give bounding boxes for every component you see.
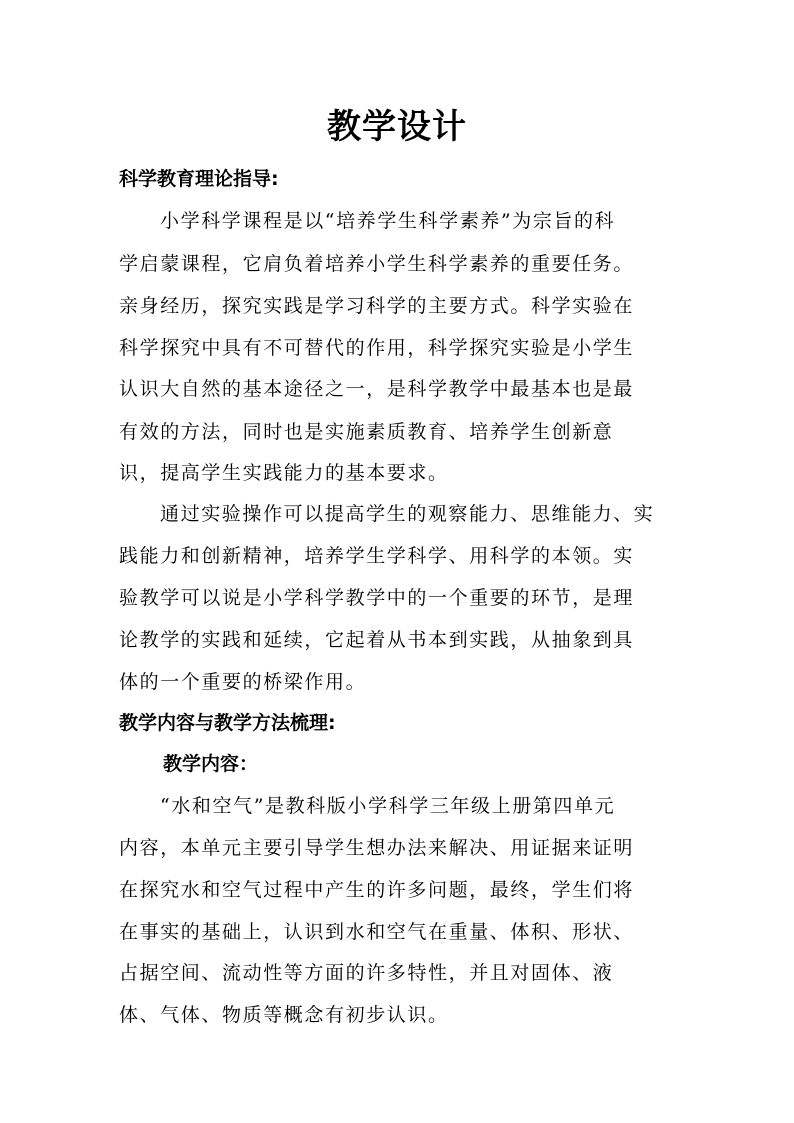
paragraph-line: 验教学可以说是小学科学教学中的一个重要的环节，是理: [119, 587, 635, 609]
paragraph-line: 小学科学课程是以“培养学生科学素养”为宗旨的科: [160, 210, 616, 232]
paragraph-line: 在探究水和空气过程中产生的许多问题，最终，学生们将: [119, 879, 635, 901]
page-title: 教学设计: [327, 107, 467, 147]
paragraph-line: 认识大自然的基本途径之一，是科学教学中最基本也是最: [119, 378, 635, 400]
paragraph-line: 学启蒙课程，它肩负着培养小学生科学素养的重要任务。: [119, 253, 635, 275]
subheading-teaching-content: 教学内容：: [163, 753, 259, 775]
paragraph-line: 识，提高学生实践能力的基本要求。: [119, 462, 449, 484]
paragraph-line: 体、气体、物质等概念有初步认识。: [119, 1004, 449, 1026]
paragraph-line: 体的一个重要的桥梁作用。: [119, 671, 367, 693]
paragraph-line: 有效的方法，同时也是实施素质教育、培养学生创新意: [119, 421, 614, 443]
paragraph-line: 亲身经历，探究实践是学习科学的主要方式。科学实验在: [119, 295, 635, 317]
paragraph-line: 践能力和创新精神，培养学生学科学、用科学的本领。实: [119, 545, 635, 567]
section-heading-content-methods: 教学内容与教学方法梳理:: [119, 712, 336, 734]
paragraph-line: 占据空间、流动性等方面的许多特性，并且对固体、液: [119, 962, 614, 984]
paragraph-line: 通过实验操作可以提高学生的观察能力、思维能力、实: [160, 503, 655, 525]
paragraph-line: 在事实的基础上，认识到水和空气在重量、体积、形状、: [119, 921, 635, 943]
paragraph-line: 科学探究中具有不可替代的作用，科学探究实验是小学生: [119, 337, 635, 359]
paragraph-line: 论教学的实践和延续，它起着从书本到实践，从抽象到具: [119, 629, 635, 651]
section-heading-theory: 科学教育理论指导:: [119, 168, 279, 190]
paragraph-line: “水和空气”是教科版小学科学三年级上册第四单元: [160, 795, 616, 817]
paragraph-line: 内容，本单元主要引导学生想办法来解决、用证据来证明: [119, 837, 635, 859]
